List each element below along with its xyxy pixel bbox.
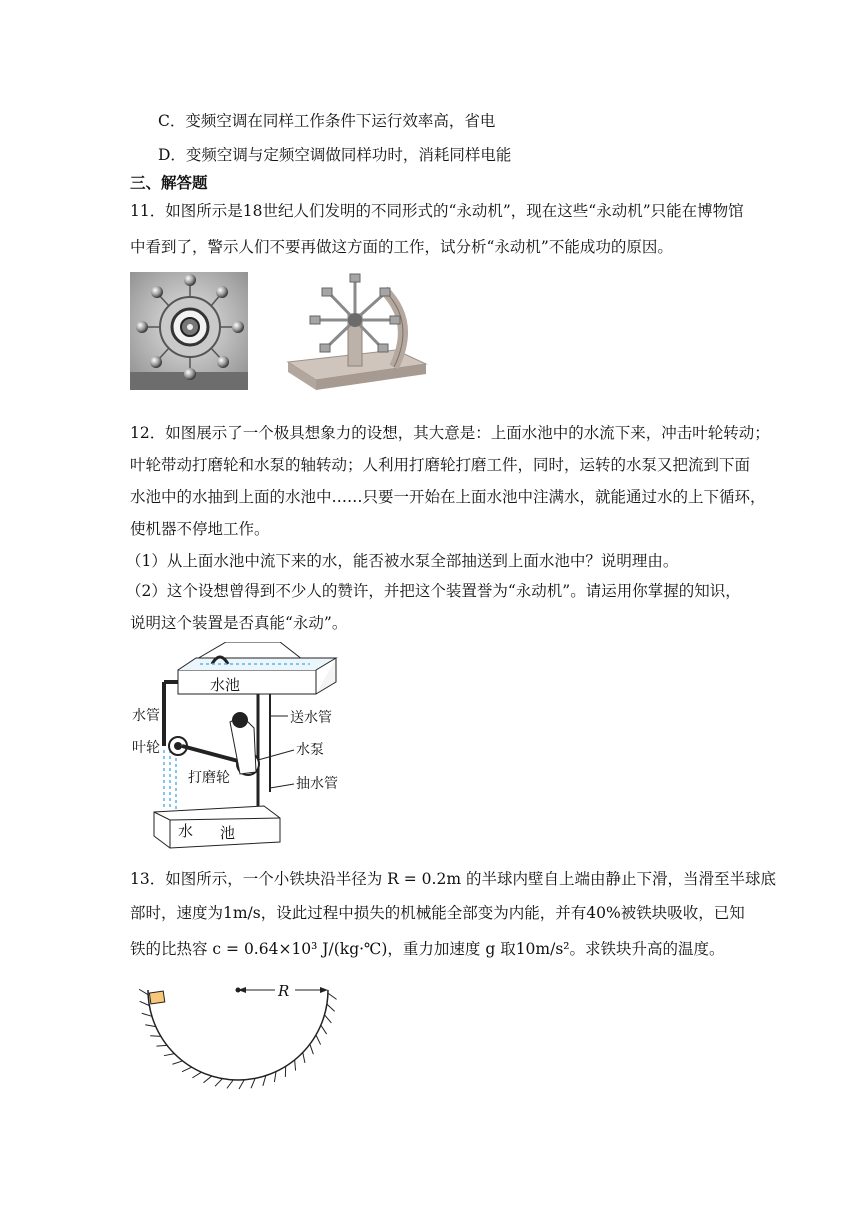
- q13-line2: 部时，速度为1m/s，设此过程中损失的机械能全部变为内能，并有40%被铁块吸收，已知: [130, 904, 745, 922]
- hatch-mark: [325, 1015, 332, 1023]
- perpetual-machine-photo: [286, 272, 428, 392]
- section-title: 三、解答题: [130, 174, 208, 192]
- hatch-mark: [295, 1060, 296, 1071]
- q12-sub2-line1: （2）这个设想曾得到不少人的赞许，并把这个装置誉为“永动机”。请运用你掌握的知识，: [126, 582, 741, 600]
- q12-line2: 叶轮带动打磨轮和水泵的轴转动；人利用打磨轮打磨工件，同时，运转的水泵又把流到下面: [130, 456, 751, 474]
- label-suction-pipe: 抽水管: [296, 775, 338, 791]
- hatch-mark: [251, 1078, 255, 1088]
- q12-sub2-line2: 说明这个装置是否真能“永动”。: [130, 614, 348, 632]
- hatch-mark: [203, 1076, 211, 1083]
- hatch-mark: [215, 1079, 222, 1087]
- hatch-mark: [139, 989, 148, 994]
- hatch-mark: [140, 1001, 150, 1005]
- label-R: R: [278, 982, 290, 1000]
- label-lower-pool-2: 池: [220, 825, 236, 842]
- hatch-mark: [192, 1072, 201, 1078]
- hatch-mark: [303, 1053, 305, 1063]
- label-pump: 水泵: [296, 741, 324, 757]
- hatch-mark: [316, 1035, 321, 1045]
- option-c: C．变频空调在同样工作条件下运行效率高，省电: [158, 112, 496, 130]
- q12-line4: 使机器不停地工作。: [130, 520, 270, 538]
- perpetual-wheel-photo: [130, 272, 248, 390]
- q11-line2: 中看到了，警示人们不要再做这方面的工作，试分析“永动机”不能成功的原因。: [130, 238, 673, 256]
- label-grinding-wheel: 打磨轮: [188, 769, 230, 785]
- hatch-mark: [164, 1054, 174, 1056]
- hatch-mark: [274, 1072, 276, 1083]
- q12-line3: 水池中的水抽到上面的水池中……只要一开始在上面水池中注满水，就能通过水的上下循环，: [130, 488, 766, 506]
- hatch-mark: [327, 1004, 335, 1011]
- q12-line1: 12．如图展示了一个极具想象力的设想，其大意是：上面水池中的水流下来，冲击叶轮转动；: [130, 424, 770, 442]
- option-d: D．变频空调与定频空调做同样功时，消耗同样电能: [158, 146, 512, 164]
- q11-line1: 11．如图所示是18世纪人们发明的不同形式的“永动机”，现在这些“永动机”只能在博物馆: [130, 202, 744, 220]
- hatch-mark: [321, 1025, 327, 1034]
- q13-line1: 13．如图所示，一个小铁块沿半径为 R = 0.2m 的半球内壁自上端由静止下滑，当滑至半球底: [130, 870, 776, 888]
- label-impeller: 叶轮: [132, 739, 160, 755]
- water-machine-diagram: [130, 642, 380, 850]
- q13-line3: 铁的比热容 c = 0.64×10³ J/(kg·℃)，重力加速度 g 取10m/s²。求铁块升高的温度。: [130, 940, 725, 958]
- hatch-mark: [172, 1061, 182, 1064]
- hatch-mark: [310, 1044, 313, 1054]
- label-upper-pool: 水池: [210, 677, 241, 694]
- hatch-mark: [239, 1080, 244, 1089]
- hatch-mark: [182, 1067, 192, 1072]
- label-delivery-pipe: 送水管: [290, 709, 332, 725]
- hatch-mark: [156, 1045, 167, 1046]
- hemisphere-diagram: [130, 980, 350, 1100]
- q12-sub1: （1）从上面水池中流下来的水，能否被水泵全部抽送到上面水池中？说明理由。: [126, 552, 679, 570]
- label-water-pipe: 水管: [132, 707, 160, 723]
- hatch-mark: [145, 1025, 155, 1027]
- hatch-mark: [328, 993, 337, 999]
- hatch-mark: [227, 1080, 233, 1088]
- label-lower-pool-1: 水: [178, 823, 194, 840]
- hatch-mark: [150, 1036, 161, 1037]
